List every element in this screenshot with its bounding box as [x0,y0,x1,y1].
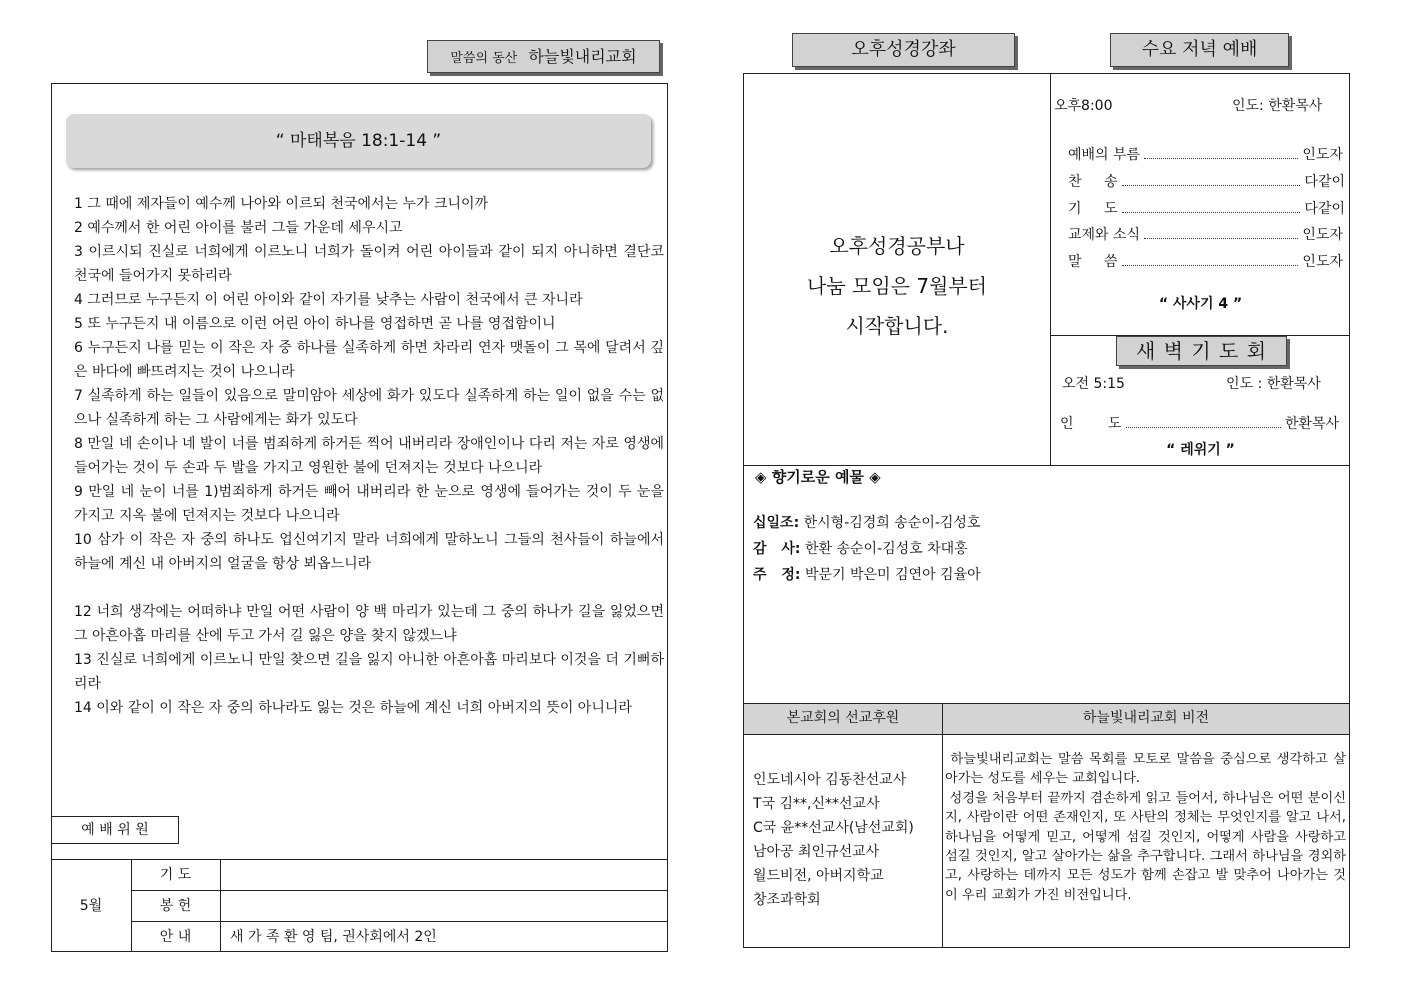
verse: 9 만일 네 눈이 너를 1)범죄하게 하거든 빼어 내버리라 한 눈으로 영생에 들어가는 것이 두 눈을 가지고 지옥 불에 던져지는 것보다 나으니라 [74,484,664,524]
dawn-leader: 인도 : 한환목사 [1226,376,1321,392]
order-label: 기 도 [1068,201,1118,217]
verse: 13 진실로 너희에게 이르노니 만일 찾으면 길을 잃지 아니한 아흔아홉 마리보다 이것을 더 기뻐하리라 [74,652,664,692]
vision-text [945,750,1351,905]
passage-title-bar [66,114,651,168]
notice-line: 시작합니다. [845,314,949,338]
verse: 4 그러므로 누구든지 이 어린 아이와 같이 자기를 낮추는 사람이 천국에서 큰 자니라 [74,292,583,308]
verse: 10 삼가 이 작은 자 중의 하나도 업신여기지 말라 너희에게 말하노니 그들의 천사들이 하늘에서 하늘에 계신 내 아버지의 얼굴을 항상 뵈옵느니라 [74,532,664,572]
order-row [1068,251,1343,271]
verse: 14 이와 같이 이 작은 자 중의 하나라도 잃는 것은 하늘에 계신 너희 아버지의 뜻이 아니니라 [74,700,632,716]
wednesday-leader: 인도: 한환목사 [1232,98,1323,114]
committee-role: 기 도 [159,867,192,883]
leader-dots [1122,212,1301,213]
verse: 6 누구든지 나를 믿는 이 작은 자 중 하나를 실족하게 하면 차라리 연자 맷돌이 그 목에 달려서 깊은 바다에 빠뜨려지는 것이 나으니라 [74,340,664,380]
passage-title: “ 마태복음 18:1-14 ” [275,131,442,151]
wednesday-time: 오후8:00 [1054,98,1113,114]
vision-header: 하늘빛내리교회 비전 [1082,710,1210,726]
missions-header: 본교회의 선교후원 [786,710,900,726]
offering-row [753,536,981,562]
wednesday-tag [1110,33,1289,67]
verse: 7 실족하게 하는 일들이 있음으로 말미암아 세상에 화가 있도다 실족하게 하는 일이 없을 수는 없으나 실족하게 하는 그 사람에게는 화가 있도다 [74,388,664,428]
committee-month: 5월 [79,898,103,914]
offering-names: 한환 송순이-김성호 차대홍 [804,541,968,557]
order-who: 다같이 [1304,174,1345,190]
committee-role: 봉 헌 [159,898,192,914]
dawn-lead-label: 인 도 [1060,416,1122,432]
leader-dots [1122,185,1301,186]
order-row [1068,144,1343,164]
offering-names: 박문기 박은미 김연아 김율아 [804,567,981,583]
order-row [1068,171,1345,191]
leader-dots [1126,427,1281,428]
verse: 3 이르시되 진실로 너희에게 이르노니 너희가 돌이켜 어린 아이들과 같이 되지 아니하면 결단코 천국에 들어가지 못하리라 [74,244,664,284]
mission-item: 남아공 최인규선교사 [753,844,880,860]
dawn-lead-name: 한환목사 [1284,416,1339,432]
leader-dots [1144,238,1298,239]
order-row [1068,198,1345,218]
afternoon-tag [792,33,1015,67]
verse: 2 예수께서 한 어린 아이를 불러 그들 가운데 세우시고 [74,220,403,236]
committee-label: 예 배 위 원 [81,822,149,838]
table-col-divider [942,703,943,948]
mission-item: 월드비전, 아버지학교 [753,868,884,884]
notice-line: 나눔 모임은 7월부터 [807,274,987,298]
dawn-tag [1116,336,1287,366]
verse: 5 또 누구든지 내 이름으로 이런 어린 아이 하나를 영접하면 곧 나를 영접함이니 [74,316,556,332]
wednesday-sermon: “ 사사기 4 ” [1158,296,1243,312]
committee-value: 새 가 족 환 영 팀, 권사회에서 2인 [230,929,437,945]
mission-item: C국 윤**선교사(남선교회) [753,820,914,836]
verse: 8 만일 네 손이나 네 발이 너를 범죄하게 하거든 찍어 내버리라 장애인이나 다리 저는 자로 영생에 들어가는 것이 두 손과 두 발을 가지고 영원한 불에 던져지는 것보다 나으니라 [74,436,664,476]
dawn-lead-row [1060,413,1339,433]
offering-list [753,510,981,588]
mission-item: 인도네시아 김동찬선교사 [753,772,907,788]
order-label: 찬 송 [1068,174,1118,190]
church-banner [427,40,660,73]
order-label: 말 씀 [1068,254,1118,270]
committee-role: 안 내 [159,929,192,945]
offering-label: 십일조: [753,515,800,531]
top-section-divider [1050,73,1051,466]
offering-row [753,510,981,536]
order-who: 인도자 [1302,254,1343,270]
offering-label: 감 사: [753,541,801,557]
committee-col-2 [220,859,221,952]
dawn-time: 오전 5:15 [1062,376,1125,392]
wednesday-tag-label: 수요 저녁 예배 [1141,39,1258,60]
order-label: 교제와 소식 [1068,227,1141,243]
dawn-tag-label: 새 벽 기 도 회 [1135,339,1268,363]
mission-item: 창조과학회 [753,892,821,908]
vision-paragraph: 성경을 처음부터 끝까지 겸손하게 읽고 들어서, 하나님은 어떤 분이신지, 사람이란 어떤 존재인지, 또 사탄의 정체는 무엇인지를 알고 나서, 하나님을 어떻게 믿고, 어떻게 섬길 것인지, 어떻게 사람을 사랑하고 섬길 것인지, 알고 살아가는 삶을 추구합니다. 그래서 하나님을 경외하고, 사랑하는 데까지 모든 성도가 함께 손잡고 발 맞추어 나아가는 것이 우리 교회가 가진 비전입니다. [945,790,1351,903]
afternoon-tag-label: 오후성경강좌 [851,39,956,60]
missions-list [753,768,914,912]
leader-dots [1122,265,1299,266]
verse: 12 너희 생각에는 어떠하냐 만일 어떤 사람이 양 백 마리가 있는데 그 중의 하나가 길을 잃었으면 그 아흔아홉 마리를 산에 두고 가서 길 잃은 양을 찾지 않겠느냐 [74,604,664,644]
offering-title: ◈ 향기로운 예물 ◈ [755,468,881,486]
order-who: 인도자 [1302,147,1343,163]
afternoon-notice [744,226,1050,346]
mission-item: T국 김**,신**선교사 [753,796,880,812]
order-label: 예배의 부름 [1068,147,1141,163]
notice-line: 오후성경공부나 [829,234,965,258]
dawn-passage: “ 레위기 ” [1166,442,1235,458]
church-banner-prefix: 말씀의 동산 [450,51,518,66]
scripture-verses [74,192,664,720]
order-who: 인도자 [1302,227,1343,243]
offering-label: 주 정: [753,567,801,583]
leader-dots [1144,158,1298,159]
verse-gap [74,576,664,600]
order-row [1068,224,1343,244]
verse: 1 그 때에 제자들이 예수께 나아와 이르되 천국에서는 누가 크니이까 [74,196,489,212]
order-who: 다같이 [1304,201,1345,217]
committee-label-box [51,816,179,844]
offering-row [753,562,981,588]
church-banner-name: 하늘빛내리교회 [528,47,637,66]
vision-paragraph: 하늘빛내리교회는 말씀 목회를 모토로 말씀을 중심으로 생각하고 살아가는 성도를 세우는 교회입니다. [945,752,1346,787]
offering-names: 한시형-김경희 송순이-김성호 [803,515,981,531]
